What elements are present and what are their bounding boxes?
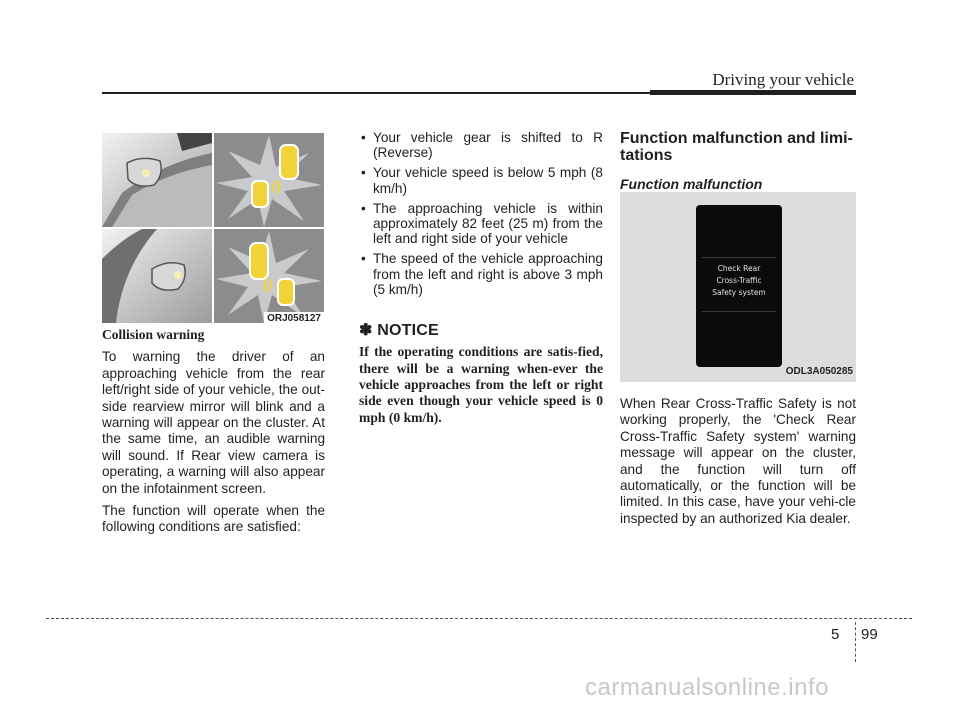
- mirror-illustration-bottom: [102, 229, 212, 323]
- section-title: Function malfunction and limi-tations: [620, 130, 853, 164]
- watermark: carmanualsonline.info: [585, 674, 829, 701]
- figure-code: ORJ058127: [264, 312, 324, 325]
- middle-column: [359, 130, 603, 426]
- paragraph: To warning the driver of an approaching vehicle from the rear left/right side of your vehicle, the out-side rearview mirror will blink and a warning will appear on the cluster. At the same time, an audible warning will sound. If Rear view camera is operating, a warning will also appear on the infotainment screen.: [102, 349, 325, 496]
- malfunction-paragraph: When Rear Cross-Traffic Safety is not working properly, the 'Check Rear Cross-Traffic Safety system' warning message will appear on the cluster, and the function will turn off automatically, or the function will be limited. In this case, have your vehi-cle inspected by an authorized Kia dealer.: [620, 396, 856, 526]
- left-column: [102, 327, 325, 542]
- cluster-message-figure: [620, 192, 856, 382]
- cluster-message-line: Check Rear: [717, 264, 761, 273]
- rear-traffic-illustration-bottom: [214, 229, 324, 323]
- figure-code: ODL3A050285: [785, 366, 853, 377]
- bullet-icon: •: [361, 130, 366, 145]
- bullet-icon: •: [361, 200, 366, 216]
- notice-heading: ✽ NOTICE: [359, 322, 439, 340]
- cluster-divider: [702, 311, 776, 312]
- figure-caption: Collision warning: [102, 327, 205, 342]
- collision-warning-figure: [102, 133, 324, 325]
- list-item: • Your vehicle gear is shifted to R (Reverse): [361, 130, 603, 161]
- mirror-illustration-top: [102, 133, 212, 227]
- paragraph: The function will operate when the following conditions are satisfied:: [102, 503, 325, 535]
- footer-rule: [46, 618, 912, 619]
- bullet-icon: •: [361, 165, 366, 181]
- bullet-icon: •: [361, 251, 366, 267]
- list-item: • The approaching vehicle is within approximately 82 feet (25 m) from the left and right side of your vehicle: [361, 200, 603, 247]
- subsection-title: Function malfunction: [620, 176, 763, 192]
- right-column-headings: [620, 130, 856, 192]
- header-accent-bar: [650, 90, 856, 95]
- page-header-title: Driving your vehicle: [712, 70, 854, 89]
- list-item: • Your vehicle speed is below 5 mph (8 km/h): [361, 165, 603, 196]
- section-number: 5: [831, 626, 840, 643]
- page-number: 99: [861, 626, 878, 643]
- rear-traffic-illustration-top: [214, 133, 324, 227]
- cluster-divider: [702, 257, 776, 258]
- list-item: • The speed of the vehicle approaching from the left and right is above 3 mph (5 km/h): [361, 251, 603, 297]
- footer-divider: [855, 622, 856, 662]
- cluster-message-line: Cross-Traffic: [716, 276, 762, 285]
- cluster-message-line: Safety system: [712, 288, 766, 297]
- notice-body: If the operating conditions are satis-fied, there will be a warning when-ever the vehicle approaches from the left or right side even though your vehicle speed is 0 mph (0 km/h).: [359, 344, 603, 425]
- instrument-cluster-display: [696, 205, 782, 367]
- conditions-list: [359, 130, 603, 297]
